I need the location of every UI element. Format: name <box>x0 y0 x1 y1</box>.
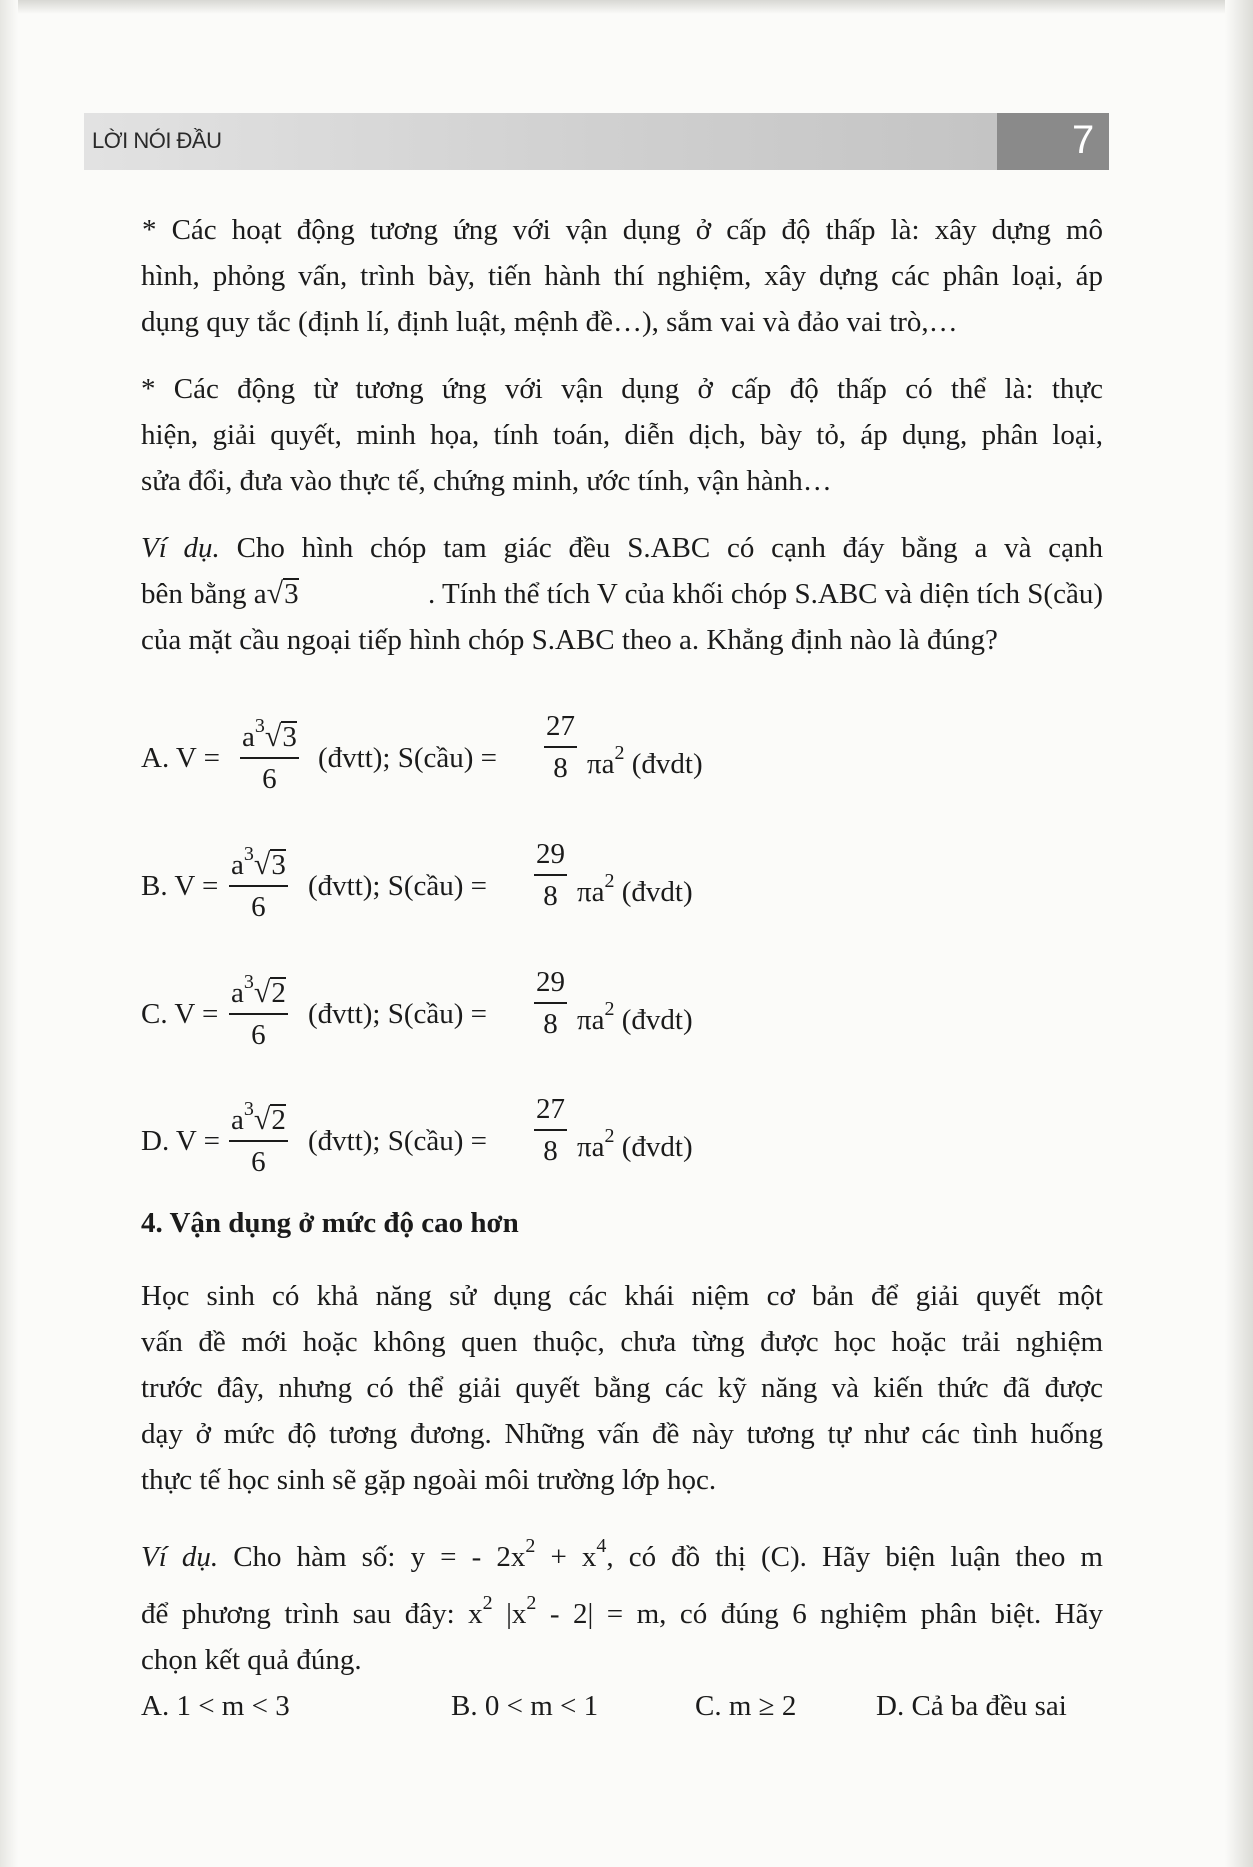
fraction-denominator: 8 <box>543 1008 558 1040</box>
option-tail <box>577 1125 693 1164</box>
area-fraction <box>534 834 567 916</box>
unit: (đvdt) <box>621 1131 693 1163</box>
text-run: . Tính thể tích V của khối chóp S.ABC và diện tích S(cầu) <box>428 578 1103 610</box>
text-line: * Các động từ tương ứng với vận dụng ở cấp độ thấp có thể là: thực <box>141 373 1103 405</box>
text-line <box>141 525 1103 571</box>
fraction-numerator <box>229 1089 288 1142</box>
example-label: Ví dụ. <box>141 1541 219 1573</box>
page-gutter-shadow <box>0 0 18 1867</box>
math-text: πa <box>587 748 615 780</box>
page-number: 7 <box>1072 118 1095 162</box>
radicand: 2 <box>271 1104 286 1136</box>
exponent: 2 <box>482 1592 493 1614</box>
unit: (đvdt) <box>621 1004 693 1036</box>
example-label: Ví dụ. <box>141 532 220 564</box>
example-2 <box>141 1523 1103 1683</box>
exponent: 4 <box>596 1535 607 1557</box>
text-line: dụng quy tắc (định lí, định luật, mệnh đề…), sắm vai và đảo vai trò,… <box>141 306 958 338</box>
text-line: Học sinh có khả năng sử dụng các khái niệm cơ bản để giải quyết một <box>141 1280 1103 1312</box>
sqrt-symbol: √ <box>253 976 271 1009</box>
option-a <box>141 706 841 806</box>
fraction-numerator: 29 <box>534 962 567 1004</box>
text-run: bên bằng <box>141 578 254 610</box>
fraction-denominator: 6 <box>251 891 266 923</box>
text-line <box>141 571 1103 617</box>
fraction-numerator <box>229 962 288 1015</box>
text-run: - 2| = m, có đúng 6 nghiệm phân biệt. Hãy <box>536 1598 1103 1630</box>
option-b <box>141 834 841 934</box>
option-text: (đvtt); S(cầu) = <box>318 742 498 774</box>
text-line: * Các hoạt động tương ứng với vận dụng ở cấp độ thấp là: xây dựng mô <box>142 214 1103 246</box>
area-fraction <box>534 1089 567 1171</box>
text-line: thực tế học sinh sẽ gặp ngoài môi trường lớp học. <box>141 1464 717 1496</box>
fraction-denominator: 6 <box>262 763 277 795</box>
text-line: sửa đổi, đưa vào thực tế, chứng minh, ước tính, vận hành… <box>141 465 832 497</box>
unit: (đvdt) <box>621 876 693 908</box>
text-run: , có đồ thị (C). Hãy biện luận theo m <box>606 1541 1103 1573</box>
exponent: 2 <box>604 998 615 1020</box>
option-c <box>141 962 841 1062</box>
exponent: 2 <box>604 1125 615 1147</box>
exponent: 3 <box>254 715 265 737</box>
option-tail <box>587 742 703 781</box>
math-var: a <box>231 849 244 881</box>
area-fraction <box>534 962 567 1044</box>
option-label: C. V = <box>141 998 219 1030</box>
text-line: của mặt cầu ngoại tiếp hình chóp S.ABC theo a. Khẳng định nào là đúng? <box>141 624 998 656</box>
text-line: hiện, giải quyết, minh họa, tính toán, diễn dịch, bày tỏ, áp dụng, phân loại, <box>141 419 1103 451</box>
page-edge-shadow-right <box>1225 0 1253 1867</box>
radicand: 2 <box>271 977 286 1009</box>
exponent: 2 <box>604 870 615 892</box>
text-run: để phương trình sau đây: x <box>141 1598 483 1630</box>
text-line: dạy ở mức độ tương đương. Những vấn đề này tương tự như các tình huống <box>141 1418 1103 1450</box>
paragraph-activities <box>141 207 1103 345</box>
section-heading: 4. Vận dụng ở mức độ cao hơn <box>141 1207 519 1239</box>
text-line: trước đây, nhưng có thể giải quyết bằng các kỹ năng và kiến thức đã được <box>141 1372 1103 1404</box>
exponent: 2 <box>614 742 625 764</box>
exponent: 2 <box>525 1535 536 1557</box>
option-label: D. V = <box>141 1125 220 1157</box>
text-run: Cho hàm số: y = - 2x <box>218 1541 526 1573</box>
volume-fraction <box>240 706 299 799</box>
fraction-denominator: 8 <box>543 880 558 912</box>
fraction-denominator: 6 <box>251 1019 266 1051</box>
text-line: chọn kết quả đúng. <box>141 1644 362 1676</box>
option-label: A. V = <box>141 742 220 774</box>
option-text: (đvtt); S(cầu) = <box>308 870 488 902</box>
math-text: πa <box>577 1131 605 1163</box>
radicand: 3 <box>284 578 299 610</box>
text-line: hình, phỏng vấn, trình bày, tiến hành thí nghiệm, xây dựng các phân loại, áp <box>141 260 1103 292</box>
fraction-denominator: 6 <box>251 1146 266 1178</box>
option-tail <box>577 998 693 1037</box>
math-text: πa <box>577 876 605 908</box>
volume-fraction <box>229 1089 288 1182</box>
text-line <box>141 1580 1103 1637</box>
fraction-numerator <box>240 706 299 759</box>
exponent: 3 <box>243 971 254 993</box>
answer-d: D. Cả ba đều sai <box>876 1690 1067 1722</box>
option-d <box>141 1089 841 1189</box>
math-var: a <box>242 721 255 753</box>
running-header-title: LỜI NÓI ĐẦU <box>92 128 222 153</box>
exponent: 3 <box>243 843 254 865</box>
paragraph-higher-level <box>141 1273 1103 1503</box>
math-var: a <box>231 977 244 1009</box>
fraction-numerator: 27 <box>544 706 577 748</box>
text-line: vấn đề mới hoặc không quen thuộc, chưa từng được học hoặc trải nghiệm <box>141 1326 1103 1358</box>
fraction-numerator: 29 <box>534 834 567 876</box>
sqrt-symbol: √ <box>264 720 282 753</box>
answer-a: A. 1 < m < 3 <box>141 1690 290 1722</box>
radicand: 3 <box>282 721 297 753</box>
volume-fraction <box>229 834 288 927</box>
volume-fraction <box>229 962 288 1055</box>
unit: (đvdt) <box>631 748 703 780</box>
fraction-denominator: 8 <box>553 752 568 784</box>
sqrt-symbol: √ <box>266 577 284 610</box>
text-run: |x <box>492 1598 527 1630</box>
fraction-numerator: 27 <box>534 1089 567 1131</box>
answer-b: B. 0 < m < 1 <box>451 1690 599 1722</box>
fraction-numerator <box>229 834 288 887</box>
page-edge-shadow <box>0 0 1253 14</box>
text-run: + x <box>535 1541 597 1573</box>
text-run <box>141 571 299 617</box>
sqrt-symbol: √ <box>253 848 271 881</box>
option-tail <box>577 870 693 909</box>
exponent: 2 <box>526 1592 537 1614</box>
math-var: a <box>253 578 267 610</box>
exponent: 3 <box>243 1098 254 1120</box>
paragraph-verbs <box>141 366 1103 504</box>
text-line <box>141 1523 1103 1580</box>
radicand: 3 <box>271 849 286 881</box>
example-1 <box>141 525 1103 663</box>
area-fraction <box>544 706 577 788</box>
answer-c: C. m ≥ 2 <box>695 1690 797 1722</box>
option-text: (đvtt); S(cầu) = <box>308 998 488 1030</box>
math-text: πa <box>577 1004 605 1036</box>
sqrt-symbol: √ <box>253 1103 271 1136</box>
math-var: a <box>231 1104 244 1136</box>
option-label: B. V = <box>141 870 219 902</box>
fraction-denominator: 8 <box>543 1135 558 1167</box>
option-text: (đvtt); S(cầu) = <box>308 1125 488 1157</box>
text-run: Cho hình chóp tam giác đều S.ABC có cạnh đáy bằng a và cạnh <box>219 532 1104 564</box>
